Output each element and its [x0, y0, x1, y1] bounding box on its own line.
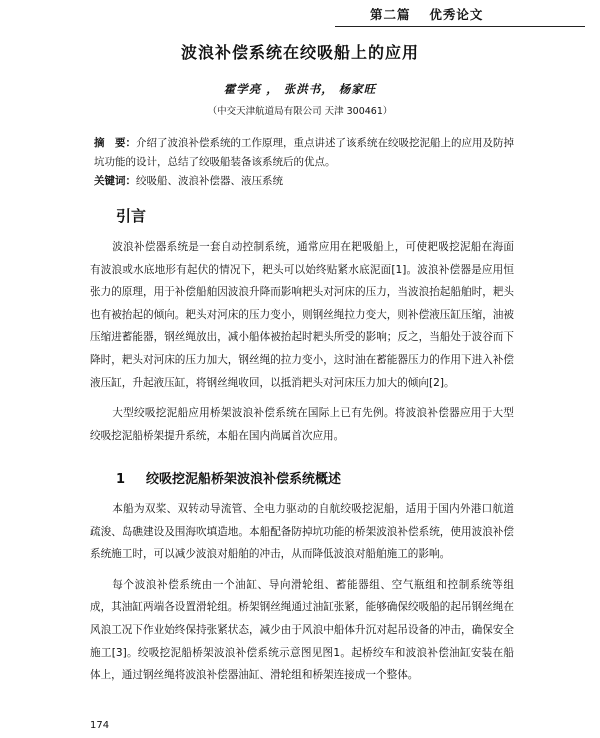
intro-heading: 引言 [116, 207, 147, 225]
abstract-label: 摘 要： [94, 137, 136, 149]
section-1-heading [116, 468, 341, 487]
keywords [94, 172, 514, 191]
section-title: 绞吸挖泥船桥架波浪补偿系统概述 [146, 472, 342, 487]
section-number: 1 [116, 472, 126, 487]
abstract-block [94, 134, 514, 191]
page-number: 174 [90, 720, 110, 731]
keywords-text: 绞吸船、波浪补偿器、液压系统 [136, 175, 283, 187]
paper-title: 波浪补偿系统在绞吸船上的应用 [180, 43, 419, 62]
paragraph: 本船为双桨、双转动导流管、全电力驱动的自航绞吸挖泥船，适用于国内外港口航道疏浚、岛礁建设及围海吹填造地。本船配备防掉坑功能的桥架波浪补偿系统，使用波浪补偿系统施工时，可以减少波浪对船舶的冲击，从而降低波浪对船舶施工的影响。 [90, 503, 514, 561]
paragraph: 每个波浪补偿系统由一个油缸、导向滑轮组、蓄能器组、空气瓶组和控制系统等组成，其油缸两端各设置滑轮组。桥架钢丝绳通过油缸张紧，能够确保绞吸船的起吊钢丝绳在风浪工况下作业始终保持张紧状态，减少由于风浪中船体升沉对起吊设备的冲击，确保安全施工[3]。绞吸挖泥船桥架波浪补偿系统示意图见图1。起桥绞车和波浪补偿油缸安装在船体上，通过钢丝绳将波浪补偿器油缸、滑轮组和桥架连接成一个整体。 [90, 578, 514, 682]
intro-body [90, 236, 514, 455]
section-1-body [90, 498, 514, 695]
author-list: 霍学亮 ， 张洪书， 杨家旺 [223, 82, 377, 96]
affiliation: （中交天津航道局有限公司 天津 300461） [207, 106, 393, 117]
keywords-label: 关键词： [94, 175, 136, 187]
abstract-text: 介绍了波浪补偿系统的工作原理，重点讲述了该系统在绞吸挖泥船上的应用及防掉坑功能的设计，总结了绞吸船装备该系统后的优点。 [94, 137, 514, 168]
abstract [94, 134, 514, 172]
paragraph: 大型绞吸挖泥船应用桥架波浪补偿系统在国际上已有先例。将波浪补偿器应用于大型绞吸挖泥船桥架提升系统，本船在国内尚属首次应用。 [90, 407, 514, 442]
running-header: 第二篇 优秀论文 [370, 7, 484, 22]
paragraph: 波浪补偿器系统是一套自动控制系统，通常应用在耙吸船上，可使耙吸挖泥船在海面有波浪或水底地形有起伏的情况下，耙头可以始终贴紧水底泥面[1]。波浪补偿器是应用恒张力的原理，用于补偿船舶因波浪升降而影响耙头对河床的压力，当波浪抬起船舶时，耙头也有被抬起的倾向。耙头对河床的压力变小，则钢丝绳拉力变大，则补偿液压缸压缩，油被压缩进蓄能器，钢丝绳放出，减小船体被抬起时耙头所受的影响；反之，当船处于波谷而下降时，耙头对河床的压力加大，钢丝绳的拉力变小，这时油在蓄能器压力的作用下进入补偿液压缸，升起液压缸，将钢丝绳收回，以抵消耙头对河床压力加大的倾向[2]。 [90, 241, 514, 389]
